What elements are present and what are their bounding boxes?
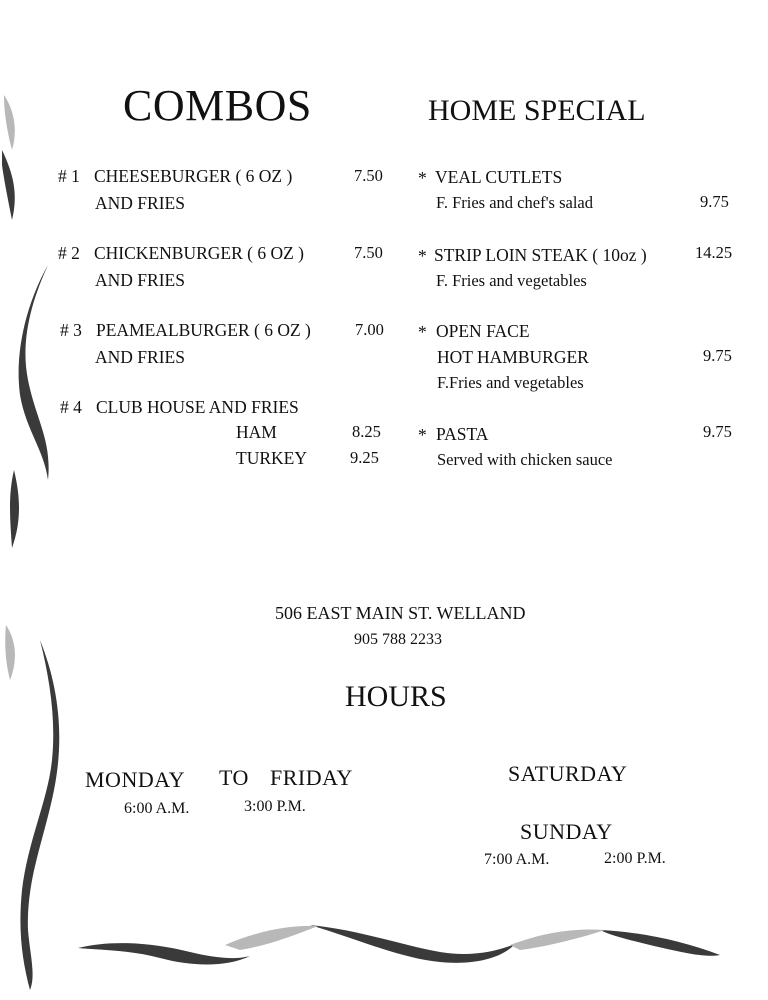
ribbon-left-light-1 bbox=[4, 95, 15, 150]
ribbon-bottom-1 bbox=[78, 943, 250, 964]
hours-saturday: SATURDAY bbox=[508, 761, 628, 786]
special-4-name: PASTA bbox=[436, 424, 489, 444]
combo-4-option-ham: HAM bbox=[236, 422, 277, 442]
special-4-sub: Served with chicken sauce bbox=[437, 450, 613, 469]
special-2-sub: F. Fries and vegetables bbox=[436, 271, 587, 290]
combo-3-price: 7.00 bbox=[355, 320, 384, 339]
combo-2-sub: AND FRIES bbox=[95, 270, 185, 290]
combo-4-name: CLUB HOUSE AND FRIES bbox=[96, 397, 299, 417]
combo-1-price: 7.50 bbox=[354, 166, 383, 185]
combo-1-name: CHEESEBURGER ( 6 OZ ) bbox=[94, 166, 293, 186]
combo-3-sub: AND FRIES bbox=[95, 347, 185, 367]
hours-weekday-end: FRIDAY bbox=[270, 765, 353, 790]
combo-2-name: CHICKENBURGER ( 6 OZ ) bbox=[94, 243, 304, 263]
ribbon-bottom-light-2 bbox=[510, 930, 605, 950]
special-4-price: 9.75 bbox=[703, 422, 732, 441]
special-2-marker: * bbox=[418, 246, 427, 266]
special-2-name: STRIP LOIN STEAK ( 10oz ) bbox=[434, 245, 647, 265]
home-special-title: HOME SPECIAL bbox=[428, 94, 646, 127]
hours-title: HOURS bbox=[345, 680, 447, 713]
combo-4-option-turkey: TURKEY bbox=[236, 448, 307, 468]
combo-1-sub: AND FRIES bbox=[95, 193, 185, 213]
special-3-sub: F.Fries and vegetables bbox=[437, 373, 584, 392]
address-phone: 905 788 2233 bbox=[354, 631, 442, 648]
combo-2-price: 7.50 bbox=[354, 243, 383, 262]
special-3-name-line2: HOT HAMBURGER bbox=[437, 347, 589, 367]
ribbon-bottom-3 bbox=[600, 930, 720, 956]
hours-weekday-start: MONDAY bbox=[85, 767, 185, 792]
special-3-name: OPEN FACE bbox=[436, 321, 530, 341]
hours-weekend-open: 7:00 A.M. bbox=[484, 851, 550, 868]
combos-title: COMBOS bbox=[123, 81, 312, 130]
combo-4-ham-price: 8.25 bbox=[352, 422, 381, 441]
ribbon-left-4 bbox=[20, 640, 59, 990]
combo-4-number: # 4 bbox=[60, 397, 82, 417]
hours-weekday-close: 3:00 P.M. bbox=[244, 798, 306, 815]
special-1-price: 9.75 bbox=[700, 192, 729, 211]
ribbon-bottom-light-1 bbox=[225, 926, 318, 950]
special-1-name: VEAL CUTLETS bbox=[435, 167, 563, 187]
combo-1-number: # 1 bbox=[58, 166, 80, 186]
hours-weekday-to: TO bbox=[219, 765, 249, 790]
combo-4-turkey-price: 9.25 bbox=[350, 448, 379, 467]
special-2-price: 14.25 bbox=[695, 243, 733, 262]
ribbon-left-3 bbox=[10, 470, 19, 548]
ribbon-left-light-2 bbox=[5, 625, 15, 680]
special-4-marker: * bbox=[418, 425, 427, 445]
hours-weekend-close: 2:00 P.M. bbox=[604, 850, 666, 867]
address-street: 506 EAST MAIN ST. WELLAND bbox=[275, 603, 526, 623]
combo-3-name: PEAMEALBURGER ( 6 OZ ) bbox=[96, 320, 311, 340]
special-3-marker: * bbox=[418, 322, 427, 342]
combo-2-number: # 2 bbox=[58, 243, 80, 263]
ribbon-left-1 bbox=[2, 150, 15, 220]
ribbon-bottom-2 bbox=[310, 925, 515, 963]
ribbon-left-2 bbox=[19, 265, 49, 480]
combo-3-number: # 3 bbox=[60, 320, 82, 340]
special-1-marker: * bbox=[418, 168, 427, 188]
special-3-price: 9.75 bbox=[703, 346, 732, 365]
hours-weekday-open: 6:00 A.M. bbox=[124, 800, 190, 817]
special-1-sub: F. Fries and chef's salad bbox=[436, 193, 593, 212]
hours-sunday: SUNDAY bbox=[520, 819, 613, 844]
